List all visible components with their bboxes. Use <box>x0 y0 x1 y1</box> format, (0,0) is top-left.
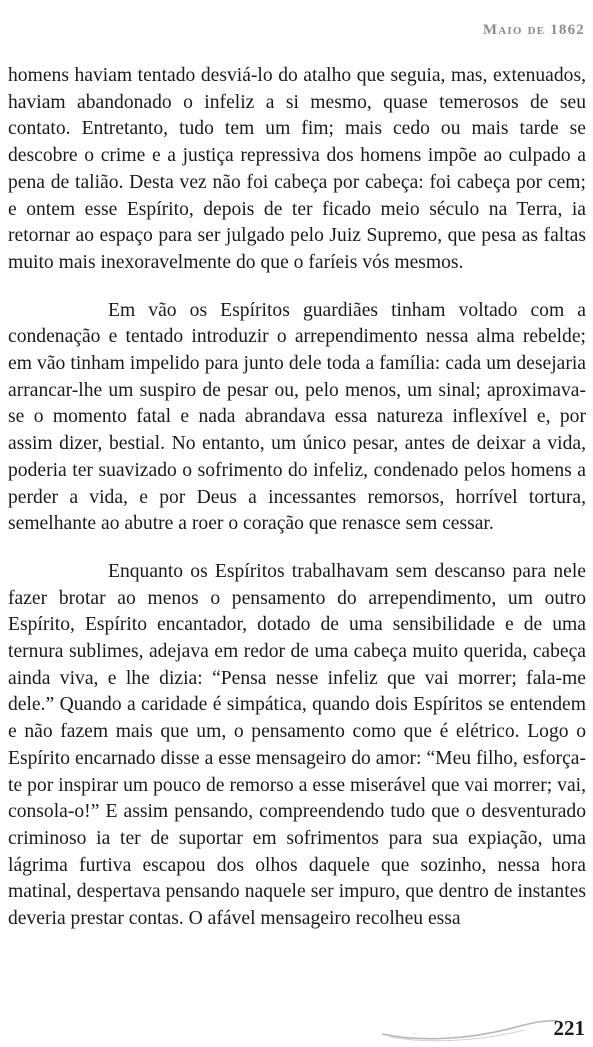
running-head: Maio de 1862 <box>482 22 585 38</box>
body-text <box>8 63 586 933</box>
paragraph-2: Em vão os Espíritos guardiães tinham voltado com a condenação e tentado introduzir o arrependimento nessa alma rebelde; em vão tinham impelido para junto dele toda a família: cada um desejaria arrancar-lhe um suspiro de pesar ou, pelo menos, um sinal; aproximava-se o momento fatal e nada abrandava essa natureza inflexível e, por assim dizer, bestial. No entanto, um único pesar, antes de deixar a vida, poderia ter suavizado o sofrimento do infeliz, condenado pelos homens a perder a vida, e por Deus a incessantes remorsos, horrível tortura, semelhante ao abutre a roer o coração que renasce sem cessar. <box>8 299 586 535</box>
paragraph-3: Enquanto os Espíritos trabalhavam sem descanso para nele fazer brotar ao menos o pensamento do arrependimento, um outro Espírito, Espírito encantador, dotado de uma sensibilidade e de uma ternura sublimes, adejava em redor de uma cabeça muito querida, cabeça ainda viva, e lhe dizia: “Pensa nesse infeliz que vai morrer; fala-me dele.” Quando a caridade é simpática, quando dois Espíritos se entendem e não fazem mais que um, o pensamento como que é elétrico. Logo o Espírito encarnado disse a esse mensageiro do amor: “Meu filho, esforça-te por inspirar um pouco de remorso a esse miserável que vai morrer; vai, consola-o!” E assim pensando, compreendendo tudo que o desventurado criminoso ia ter de suportar em sofrimentos para sua expiação, uma lágrima furtiva escapou dos olhos daquele que sozinho, nessa hora matinal, despertava pensando naquele ser impuro, que dentro de instantes deveria prestar contas. O afável mensageiro recolheu essa <box>8 560 586 930</box>
page-number: 221 <box>553 1016 585 1040</box>
swoosh-ornament-icon <box>380 1012 560 1042</box>
paragraph-1: homens haviam tentado desviá-lo do atalho que seguia, mas, extenuados, haviam abandonado o infeliz a si mesmo, quase temerosos de seu contato. Entretanto, tudo tem um fim; mais cedo ou mais tarde se descobre o crime e a justiça repressiva dos homens impõe ao culpado a pena de talião. Desta vez não foi cabeça por cabeça: foi cabeça por cem; e ontem esse Espírito, depois de ter ficado meio século na Terra, ia retornar ao espaço para ser julgado pelo Juiz Supremo, que pesa as faltas muito mais inexoravelmente do que o faríeis vós mesmos. <box>8 65 586 273</box>
